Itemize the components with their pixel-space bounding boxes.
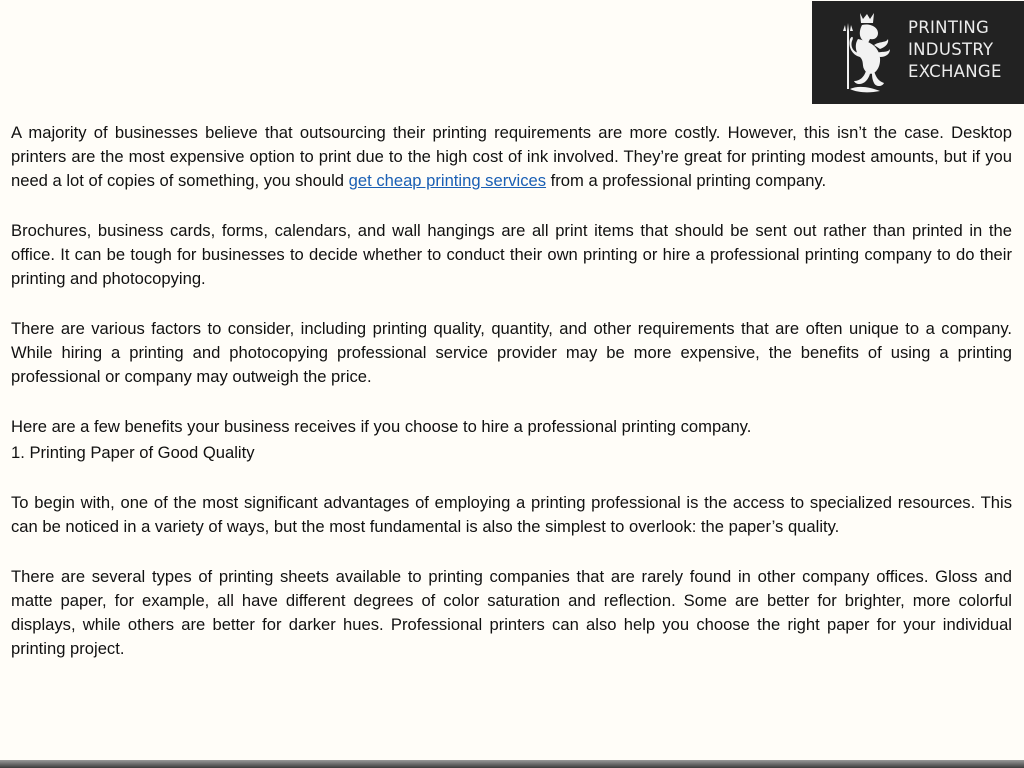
- paragraph-6: There are several types of printing sheets available to printing companies that are rarely found in other company offices. Gloss and matte paper, for example, all have different degrees of color saturation and reflection. Some are better for brighter, more colorful displays, while others are better for darker hues. Professional printers can also help you choose the right paper for your individual printing project.: [11, 567, 1012, 658]
- logo-line-2: INDUSTRY: [908, 40, 994, 59]
- logo-line-3: EXCHANGE: [908, 62, 1002, 81]
- logo-wordmark: [908, 17, 1002, 83]
- paragraph-1: [11, 121, 1012, 193]
- paragraph-1-text: A majority of businesses believe that outsourcing their printing requirements are more costly. However, this isn’t the case. Desktop printers are the most expensive option to print due to the high cost of ink involved. They’re great for printing modest amounts, but if you need a lot of copies of something, you should: [11, 123, 1012, 190]
- logo-line-1: PRINTING: [908, 18, 990, 37]
- paragraph-5: To begin with, one of the most significant advantages of employing a printing professional is the access to specialized resources. This can be noticed in a variety of ways, but the most fundamental is also the simplest to overlook: the paper’s quality.: [11, 493, 1012, 536]
- paragraph-2: Brochures, business cards, forms, calendars, and wall hangings are all print items that should be sent out rather than printed in the office. It can be tough for businesses to decide whether to conduct their own printing or hire a professional printing company to do their printing and photocopying.: [11, 221, 1012, 288]
- article-body: [11, 121, 1012, 661]
- paragraph-3: There are various factors to consider, including printing quality, quantity, and other requirements that are often unique to a company. While hiring a printing and photocopying professional service provider may be more expensive, the benefits of using a printing professional or company may outweigh the price.: [11, 319, 1012, 386]
- paragraph-4: Here are a few benefits your business receives if you choose to hire a professional printing company.: [11, 417, 752, 436]
- bottom-bar: [0, 760, 1024, 768]
- section-heading-1: 1. Printing Paper of Good Quality: [11, 443, 255, 462]
- paragraph-1-tail: from a professional printing company.: [546, 171, 827, 190]
- company-logo[interactable]: [812, 1, 1024, 104]
- cheap-printing-services-link[interactable]: get cheap printing services: [348, 171, 547, 190]
- lion-rampant-icon: [840, 11, 896, 95]
